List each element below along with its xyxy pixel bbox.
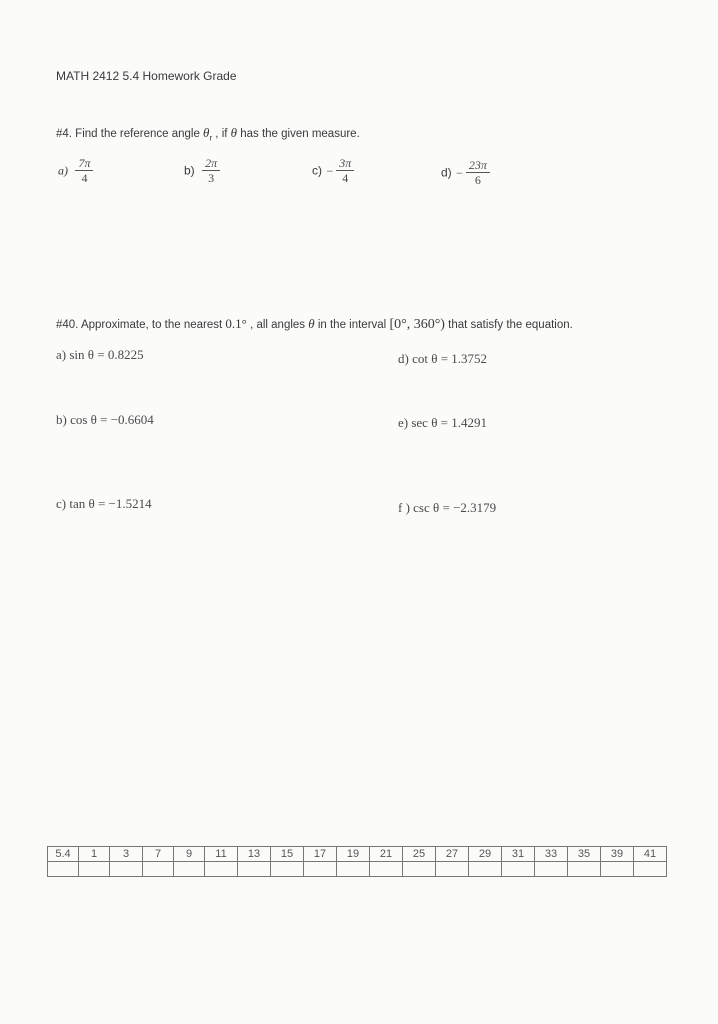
grade-cell: 31: [502, 847, 535, 862]
grade-cell: 35: [568, 847, 601, 862]
fraction-denominator: 3: [208, 171, 215, 185]
score-cell: [48, 862, 79, 877]
grade-cell: 17: [304, 847, 337, 862]
score-cell: [143, 862, 174, 877]
problem-40-interval-text: in the interval: [314, 319, 390, 331]
grade-cell: 13: [238, 847, 271, 862]
item-label: d): [441, 165, 452, 180]
grade-cell: 33: [535, 847, 568, 862]
grade-cell: 19: [337, 847, 370, 862]
problem-40-prompt: [56, 316, 573, 333]
problem-4-middle: , if: [212, 128, 231, 140]
score-cell: [502, 862, 535, 877]
score-cell: [337, 862, 370, 877]
problem-4-item-d: [441, 158, 490, 187]
problem-4-prompt: [56, 125, 360, 142]
fraction: [202, 156, 220, 185]
score-cell: [436, 862, 469, 877]
grade-cell: 7: [143, 847, 174, 862]
problem-40-item-e: e) sec θ = 1.4291: [398, 415, 488, 430]
item-label: a): [58, 163, 68, 178]
problem-40-item-c: c) tan θ = −1.5214: [56, 496, 152, 511]
fraction-denominator: 4: [81, 171, 88, 185]
score-cell: [403, 862, 436, 877]
theta-symbol: θ: [308, 316, 315, 331]
problem-4-item-b: [184, 156, 220, 185]
item-sign: −: [326, 163, 334, 178]
fraction: [466, 158, 490, 187]
score-cell: [205, 862, 238, 877]
fraction: [336, 156, 354, 185]
score-cell: [370, 862, 403, 877]
item-label: c): [312, 163, 322, 178]
problem-40-item-a: a) sin θ = 0.8225: [56, 347, 144, 362]
fraction: [75, 156, 93, 185]
problem-4-suffix: has the given measure.: [237, 128, 360, 140]
score-cell: [304, 862, 337, 877]
item-sign: −: [456, 165, 463, 180]
problem-4-item-c: [312, 156, 354, 185]
score-cell: [174, 862, 205, 877]
item-label: b): [184, 163, 195, 178]
problem-40-item-b: b) cos θ = −0.6604: [56, 412, 154, 427]
problem-4-prefix: #4. Find the reference angle: [56, 128, 204, 140]
problem-40-suffix: that satisfy the equation.: [444, 319, 573, 331]
problem-4-item-a: [58, 156, 93, 185]
theta-symbol: θ: [230, 125, 238, 140]
fraction-numerator: 7π: [78, 156, 91, 170]
grade-table-score-row: [48, 862, 667, 877]
fraction-numerator: 2π: [205, 156, 218, 170]
grade-cell: 27: [436, 847, 469, 862]
grade-cell: 39: [601, 847, 634, 862]
problem-40-prefix: #40. Approximate, to the nearest: [56, 319, 226, 331]
score-cell: [469, 862, 502, 877]
grade-cell: 11: [205, 847, 238, 862]
grade-table: [47, 846, 667, 877]
grade-cell: 5.4: [48, 847, 79, 862]
interval-value: [0°, 360°): [389, 317, 445, 332]
problem-40-middle: , all angles: [246, 319, 309, 331]
score-cell: [535, 862, 568, 877]
grade-cell: 3: [110, 847, 143, 862]
grade-cell: 15: [271, 847, 304, 862]
fraction-denominator: 6: [474, 173, 481, 187]
page-title: MATH 2412 5.4 Homework Grade: [56, 69, 237, 83]
fraction-numerator: 23π: [468, 158, 487, 172]
grade-cell: 41: [634, 847, 667, 862]
precision-value: 0.1°: [225, 316, 247, 331]
grade-cell: 9: [174, 847, 205, 862]
grade-cell: 21: [370, 847, 403, 862]
fraction-numerator: 3π: [339, 156, 352, 170]
score-cell: [79, 862, 110, 877]
theta-r-symbol: θ: [203, 125, 210, 140]
fraction-denominator: 4: [342, 171, 349, 185]
problem-40-item-d: d) cot θ = 1.3752: [398, 351, 488, 366]
grade-cell: 29: [469, 847, 502, 862]
score-cell: [601, 862, 634, 877]
score-cell: [271, 862, 304, 877]
score-cell: [110, 862, 143, 877]
grade-table-header-row: [48, 847, 667, 862]
problem-40-item-f: f ) csc θ = −2.3179: [398, 500, 497, 515]
theta-r-subscript: r: [209, 133, 213, 143]
grade-cell: 1: [79, 847, 110, 862]
score-cell: [238, 862, 271, 877]
score-cell: [568, 862, 601, 877]
score-cell: [634, 862, 667, 877]
grade-cell: 25: [403, 847, 436, 862]
